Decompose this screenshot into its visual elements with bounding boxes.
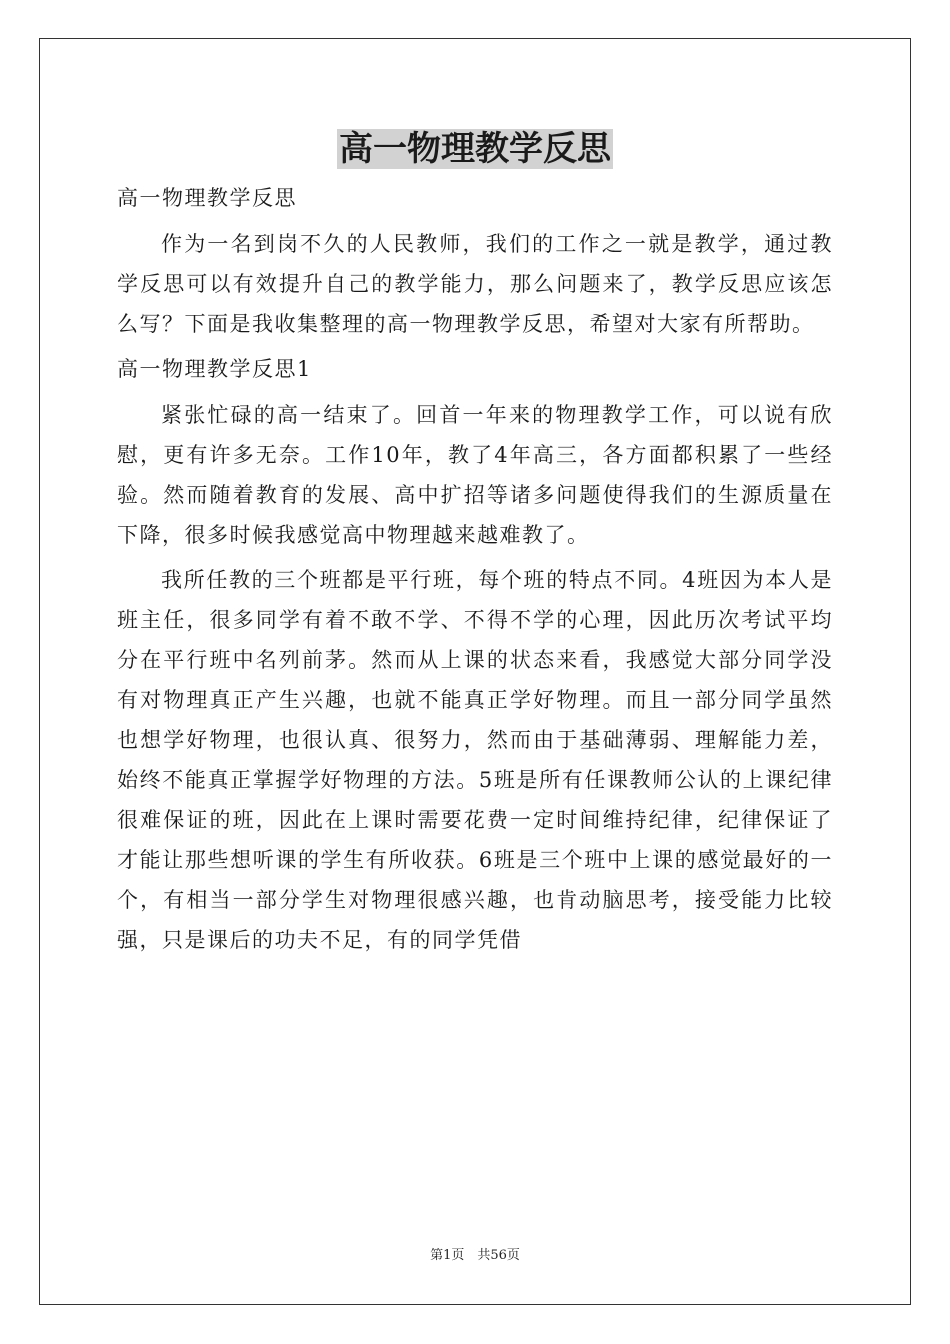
document-body bbox=[117, 178, 833, 960]
document-subtitle: 高一物理教学反思 bbox=[117, 186, 297, 210]
document-title bbox=[0, 126, 950, 172]
section-paragraph-2: 我所任教的三个班都是平行班，每个班的特点不同。4班因为本人是班主任，很多同学有着不敢不学、不得不学的心理，因此历次考试平均分在平行班中名列前茅。然而从上课的状态来看，我感觉大部分同学没有对物理真正产生兴趣，也就不能真正学好物理。而且一部分同学虽然也想学好物理，也很认真、很努力，然而由于基础薄弱、理解能力差，始终不能真正掌握学好物理的方法。5班是所有任课教师公认的上课纪律很难保证的班，因此在上课时需要花费一定时间维持纪律，纪律保证了才能让那些想听课的学生有所收获。6班是三个班中上课的感觉最好的一个，有相当一部分学生对物理很感兴趣，也肯动脑思考，接受能力比较强，只是课后的功夫不足，有的同学凭借 bbox=[117, 568, 833, 952]
page-footer: 第1页 共56页 bbox=[430, 1248, 520, 1263]
section-paragraph-1: 紧张忙碌的高一结束了。回首一年来的物理教学工作，可以说有欣慰，更有许多无奈。工作10年，教了4年高三，各方面都积累了一些经验。然而随着教育的发展、高中扩招等诸多问题使得我们的生源质量在下降，很多时候我感觉高中物理越来越难教了。 bbox=[117, 403, 833, 547]
document-title-text: 高一物理教学反思 bbox=[339, 129, 611, 169]
intro-paragraph: 作为一名到岗不久的人民教师，我们的工作之一就是教学，通过教学反思可以有效提升自己的教学能力，那么问题来了，教学反思应该怎么写？下面是我收集整理的高一物理教学反思，希望对大家有所帮助。 bbox=[117, 232, 833, 336]
section-heading: 高一物理教学反思1 bbox=[117, 357, 312, 381]
